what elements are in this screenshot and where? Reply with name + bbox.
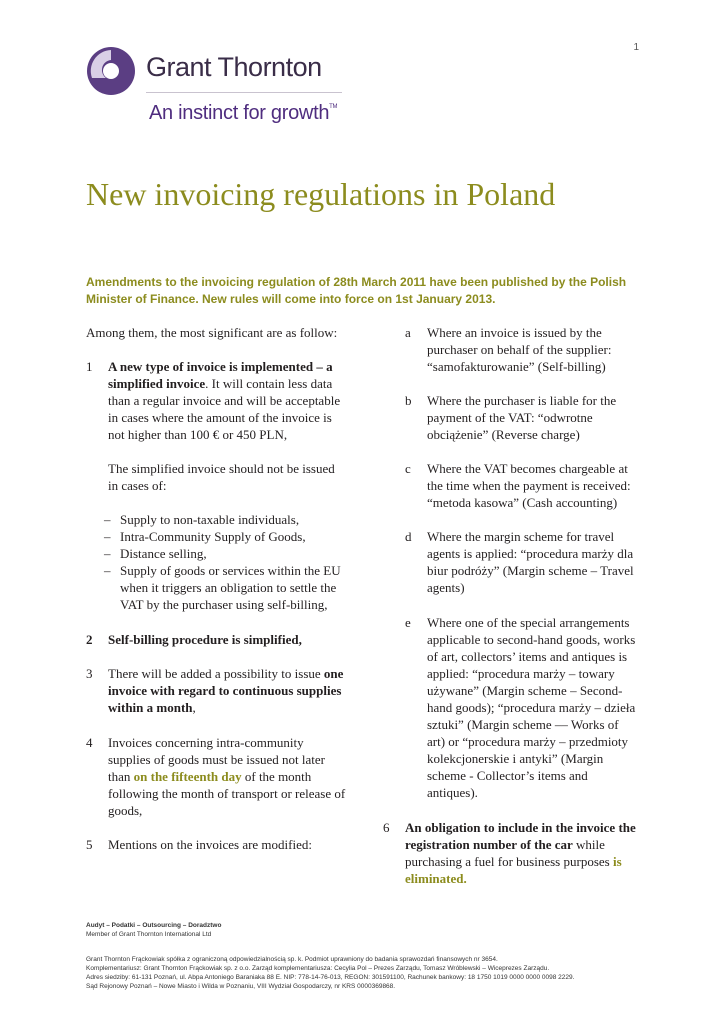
- sub-item-text: Where an invoice is issued by the purchaser on behalf of the supplier: “samofakturowanie” (Self-billing): [427, 325, 612, 374]
- sub-item-letter: d: [405, 529, 412, 544]
- trademark: TM: [329, 104, 338, 110]
- grant-thornton-logo-icon: [86, 46, 136, 96]
- item1-subtext: The simplified invoice should not be issued in cases of:: [108, 461, 335, 493]
- footer-legal-line: Sąd Rejonowy Poznań – Nowe Miasto i Wilda w Poznaniu, VIII Wydział Gospodarczy, nr KRS 0000369868.: [86, 983, 396, 990]
- logo-name: Grant Thornton: [146, 52, 322, 82]
- list-item: – Supply of goods or services within the EU when it triggers an obligation to settle the VAT by the purchaser using self-billing,: [104, 563, 341, 612]
- item2-bold: Self-billing procedure is simplified,: [108, 632, 302, 647]
- exclusion-list: [86, 511, 348, 613]
- item-number: 2: [86, 632, 93, 647]
- logo-divider: [146, 92, 342, 93]
- footer-services: Audyt – Podatki – Outsourcing – Doradztwo: [86, 922, 222, 929]
- list-item: – Supply to non-taxable individuals,: [104, 512, 300, 527]
- item3-bold: one invoice with regard to continuous supplies within a month: [108, 666, 344, 715]
- sub-item-text: Where the margin scheme for travel agents is applied: “procedura marży dla biur podróży” (Margin scheme – Travel agents): [427, 529, 634, 595]
- lead-text: Among them, the most significant are as follow:: [86, 325, 338, 340]
- item-number: 1: [86, 359, 93, 374]
- deadline-highlight: on the fifteenth day: [133, 769, 242, 784]
- sub-item-text: Where the purchaser is liable for the payment of the VAT: “odwrotne obciążenie” (Reverse charge): [427, 393, 617, 442]
- left-column: [86, 324, 348, 341]
- footer-legal-line: Grant Thornton Frąckowiak spółka z ograniczoną odpowiedzialnością sp. k. Podmiot uprawniony do badania sprawozdań finansowych nr 3654.: [86, 956, 498, 963]
- item1-bold: A new type of invoice is implemented – a simplified invoice: [108, 359, 333, 391]
- page-number: 1: [633, 42, 639, 53]
- item6-bold: An obligation to include in the invoice the registration number of the car: [405, 820, 636, 852]
- sub-item-text: Where the VAT becomes chargeable at the time when the payment is received: “metoda kasowa” (Cash accounting): [427, 461, 631, 510]
- item-number: 5: [86, 837, 93, 852]
- item-number: 6: [383, 820, 390, 835]
- item-number: 3: [86, 666, 93, 681]
- sub-item-text: Where one of the special arrangements applicable to second-hand goods, works of art, collectors’ items and antiques is applied: “procedura marży – towary używane” (Margin scheme – Second-hand goods); “procedura marży – dzieła sztuki” (Margin scheme –– Works of art) or “procedura marży – przedmioty kolekcjonerskie i antyki” (Margin scheme - Collector’s items and antiques).: [427, 615, 636, 800]
- sub-item-letter: b: [405, 393, 412, 408]
- intro-paragraph: Amendments to the invoicing regulation of 28th March 2011 have been published by the Polish Minister of Finance. New rules will come into force on 1st January 2013.: [86, 275, 627, 306]
- eliminated-highlight: is eliminated.: [405, 854, 622, 886]
- sub-item-letter: e: [405, 615, 411, 630]
- sub-item-letter: c: [405, 461, 411, 476]
- footer-legal-line: Adres siedziby: 61-131 Poznań, ul. Abpa Antoniego Baraniaka 88 E. NIP: 778-14-76-013, REGON: 301591100, Rachunek bankowy: 18 1750 1019 0000 0000 0098 2229.: [86, 974, 575, 981]
- list-item: – Distance selling,: [104, 546, 207, 561]
- list-item: – Intra-Community Supply of Goods,: [104, 529, 306, 544]
- sub-item-letter: a: [405, 325, 411, 340]
- item-number: 4: [86, 735, 93, 750]
- footer-legal-line: Komplementariusz: Grant Thornton Frąckowiak sp. z o.o. Zarząd komplementariusza: Cecylia Pol – Prezes Zarządu, Tomasz Wróblewski – Wiceprezes Zarządu.: [86, 965, 550, 972]
- page-title: New invoicing regulations in Poland: [86, 176, 556, 212]
- logo-tagline: An instinct for growth™: [149, 102, 338, 124]
- footer-member: Member of Grant Thornton International Ltd: [86, 931, 212, 938]
- item1-text: . It will contain less data than a regular invoice and will be acceptable in cases where the amount of the invoice is not higher than 100 € or 450 PLN,: [108, 376, 341, 442]
